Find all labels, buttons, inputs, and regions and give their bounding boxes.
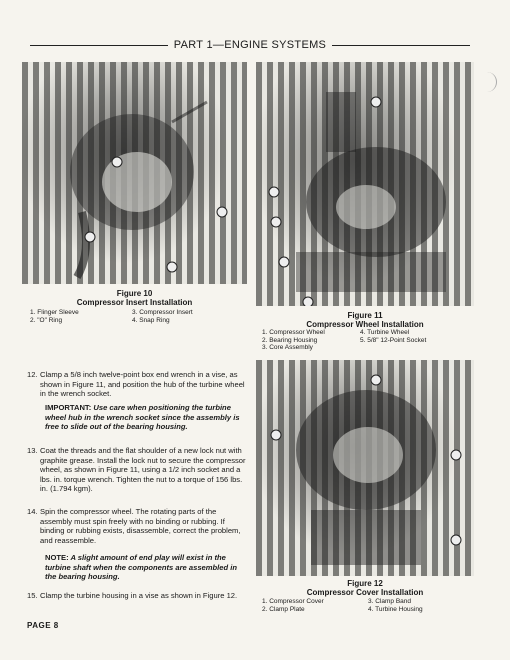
- legend-item: 1. Flinger Sleeve: [30, 309, 79, 316]
- legend-item: 3. Compressor Insert: [132, 309, 193, 316]
- step-number: 15.: [27, 591, 38, 600]
- figure-10-photo: [22, 62, 247, 284]
- legend-item: 1. Compressor Cover: [262, 598, 324, 605]
- legend-item: 2. Bearing Housing: [262, 336, 318, 344]
- end-play-note: [45, 553, 245, 582]
- page-header: [30, 38, 470, 52]
- figure-11-title: Figure 11: [347, 311, 383, 320]
- step-number: 14.: [27, 507, 38, 516]
- figure-11-legend-left: [262, 329, 362, 352]
- step-text: Clamp the turbine housing in a vise as shown in Figure 12.: [40, 591, 238, 600]
- step-12: [27, 370, 247, 399]
- step-text: Spin the compressor wheel. The rotating parts of the assembly must spin freely with no binding or rubbing. If binding or rubbing exists, disassemble, correct the problem, and reassemble.: [40, 507, 241, 545]
- figure-11-legend-right: [360, 329, 472, 344]
- margin-mark: [486, 72, 497, 92]
- figure-12-caption: Compressor Cover Installation: [306, 588, 424, 597]
- figure-12-legend-right: [368, 598, 472, 613]
- figure-10-caption: Compressor Insert Installation: [76, 298, 193, 307]
- step-text: Coat the threads and the flat shoulder of a new lock nut with graphite grease. Install the lock nut to secure the compressor wheel, as shown in Figure 11, using a 1/2 inch socket and a lbs. in. torque wrench. Tighten the nut to a torque of 156 lbs. in. (1.794 kgm).: [40, 446, 246, 494]
- step-text: Clamp a 5/8 inch twelve-point box end wrench in a vise, as shown in Figure 11, and position the hub of the turbine wheel in the wrench socket.: [40, 370, 245, 399]
- legend-item: 2. "O" Ring: [30, 316, 63, 324]
- legend-item: 3. Core Assembly: [262, 344, 313, 351]
- legend-item: 4. Turbine Housing: [368, 605, 423, 613]
- figure-10-title: Figure 10: [116, 289, 153, 298]
- figure-12-title: Figure 12: [347, 579, 383, 588]
- page-section-title: PART 1—ENGINE SYSTEMS: [173, 39, 327, 51]
- header-rule-right: [332, 45, 470, 46]
- step-14: [27, 507, 247, 545]
- legend-item: 4. Turbine Wheel: [360, 329, 410, 336]
- figure-12-legend-left: [262, 598, 362, 613]
- figure-11-photo: [256, 62, 474, 306]
- legend-item: 4. Snap Ring: [132, 316, 170, 324]
- figure-11-caption: Compressor Wheel Installation: [306, 320, 424, 329]
- figure-12-photo: [256, 360, 474, 576]
- step-13: [27, 446, 247, 494]
- legend-item: 3. Clamp Band: [368, 598, 411, 605]
- important-note: [45, 403, 245, 432]
- figure-10-legend-left: [30, 309, 135, 324]
- legend-item: 2. Clamp Plate: [262, 605, 305, 613]
- step-15-text: [27, 591, 247, 601]
- legend-item: 1. Compressor Wheel: [262, 329, 325, 336]
- page-number: PAGE 8: [27, 621, 59, 630]
- step-number: 13.: [27, 446, 38, 455]
- figure-10-legend-right: [132, 309, 242, 324]
- note-text: Use care when positioning the turbine wheel hub in the wrench socket since the assembly is free to slide out of the bearing housing.: [45, 403, 240, 432]
- header-rule-left: [30, 45, 168, 46]
- legend-item: 5. 5/8" 12-Point Socket: [360, 336, 427, 344]
- step-number: 12.: [27, 370, 38, 379]
- note-text: A slight amount of end play will exist in the turbine shaft when the components are assembled in the bearing housing.: [45, 553, 237, 582]
- note-lead: NOTE:: [45, 553, 69, 562]
- note-lead: IMPORTANT:: [45, 403, 92, 412]
